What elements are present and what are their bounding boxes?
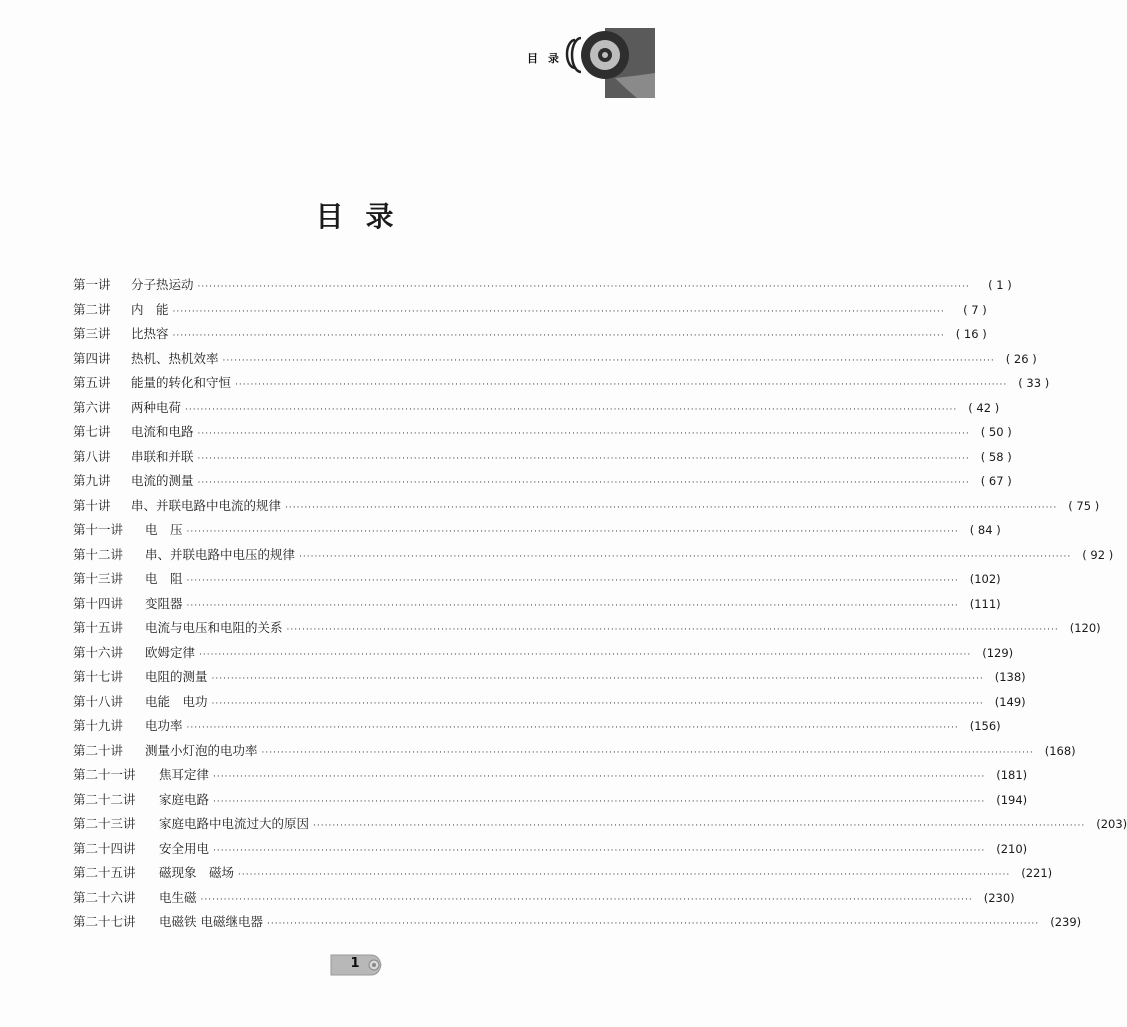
toc-leader-dots: ········································································································································································································: [213, 772, 986, 782]
toc-lecture-number: 第十二讲: [73, 546, 124, 562]
toc-page-number: (194): [996, 792, 1028, 807]
toc-leader-dots: ········································································································································································································: [235, 380, 1008, 390]
toc-page-number: ( 26 ): [1005, 351, 1037, 366]
toc-row: [73, 641, 1014, 666]
toc-leader-dots: ········································································································································································································: [199, 649, 972, 660]
toc-title: 电流的测量: [131, 473, 194, 488]
toc-page-number: ( 84 ): [969, 523, 1001, 537]
toc-page-number: ( 75 ): [1068, 498, 1100, 513]
toc-page-number: (210): [996, 841, 1028, 856]
toc-title: 比热容: [131, 326, 169, 341]
toc-title: 串联和并联: [131, 448, 194, 464]
toc-page-number: (181): [996, 768, 1028, 782]
toc-lecture-number: 第十七讲: [73, 669, 124, 684]
toc-leader-dots: ········································································································································································································: [286, 625, 1059, 635]
toc-leader-dots: ········································································································································································································: [261, 747, 1034, 758]
toc-row: [73, 812, 1127, 837]
toc-leader-dots: ········································································································································································································: [186, 723, 959, 733]
toc-leader-dots: ········································································································································································································: [197, 282, 970, 292]
toc-title: 电 压: [145, 522, 183, 537]
toc-title: 家庭电路: [159, 791, 210, 807]
toc-lecture-number: 第二讲: [73, 301, 111, 317]
toc-leader-dots: ········································································································································································································: [222, 355, 995, 366]
toc-page-number: (149): [994, 694, 1026, 709]
toc-row: [73, 518, 1001, 543]
toc-lecture-number: 第十一讲: [73, 522, 124, 537]
toc-lecture-number: 第二十六讲: [73, 889, 136, 905]
toc-leader-dots: ········································································································································································································: [197, 453, 970, 464]
toc-title: 电 阻: [145, 571, 183, 586]
toc-row: [73, 347, 1037, 372]
toc-title: 热机、热机效率: [131, 350, 219, 366]
toc-row: [73, 592, 1001, 617]
toc-title: 电功率: [145, 718, 183, 733]
toc-page-number: (120): [1069, 621, 1101, 635]
toc-row: [73, 445, 1012, 470]
toc-leader-dots: ········································································································································································································: [213, 796, 986, 807]
toc-lecture-number: 第二十四讲: [73, 840, 136, 856]
toc-row: [73, 469, 1012, 494]
toc-title: 串、并联电路中电流的规律: [131, 497, 282, 513]
toc-lecture-number: 第六讲: [73, 399, 111, 415]
toc-row: [73, 837, 1028, 862]
toc-lecture-number: 第一讲: [73, 277, 111, 292]
table-of-contents: [73, 273, 1127, 935]
toc-title: 磁现象 磁场: [159, 865, 235, 880]
toc-title: 欧姆定律: [145, 644, 196, 660]
toc-lecture-number: 第八讲: [73, 448, 111, 464]
toc-page-number: ( 1 ): [988, 278, 1012, 292]
toc-page-number: ( 58 ): [980, 449, 1012, 464]
toc-page-number: ( 16 ): [955, 327, 987, 341]
toc-page-number: (129): [982, 645, 1014, 660]
toc-title: 电阻的测量: [145, 669, 208, 684]
toc-leader-dots: ········································································································································································································: [172, 306, 945, 317]
toc-leader-dots: ········································································································································································································: [172, 331, 945, 341]
toc-leader-dots: ········································································································································································································: [266, 919, 1040, 929]
toc-row: [73, 739, 1076, 764]
toc-title: 电流与电压和电阻的关系: [145, 620, 283, 635]
toc-title: 分子热运动: [131, 277, 194, 292]
toc-page-number: ( 92 ): [1082, 547, 1114, 562]
toc-page-number: ( 50 ): [980, 425, 1012, 439]
toc-page-number: ( 7 ): [963, 302, 987, 317]
toc-lecture-number: 第十五讲: [73, 620, 124, 635]
toc-title: 电生磁: [159, 889, 197, 905]
toc-leader-dots: ········································································································································································································: [313, 821, 1086, 831]
toc-row: [73, 616, 1101, 641]
toc-leader-dots: ········································································································································································································: [299, 551, 1072, 562]
toc-lecture-number: 第十九讲: [73, 718, 124, 733]
toc-leader-dots: ········································································································································································································: [238, 870, 1011, 880]
toc-leader-dots: ········································································································································································································: [197, 429, 970, 439]
toc-page-number: ( 42 ): [968, 400, 1000, 415]
toc-row: [73, 763, 1028, 788]
toc-page-number: (156): [969, 719, 1001, 733]
toc-lecture-number: 第二十讲: [73, 742, 124, 758]
toc-lecture-number: 第二十五讲: [73, 865, 136, 880]
toc-leader-dots: ········································································································································································································: [185, 404, 958, 415]
header-label: 目录: [527, 52, 569, 65]
toc-leader-dots: ········································································································································································································: [186, 527, 959, 537]
toc-leader-dots: ········································································································································································································: [285, 502, 1058, 513]
toc-title: 电磁铁 电磁继电器: [159, 914, 263, 929]
page-number: 1: [350, 956, 360, 971]
toc-row: [73, 371, 1050, 396]
toc-title: 测量小灯泡的电功率: [145, 742, 258, 758]
toc-lecture-number: 第九讲: [73, 473, 111, 488]
toc-title: 电能 电功: [145, 693, 208, 709]
toc-title: 能量的转化和守恒: [131, 375, 232, 390]
toc-title: 安全用电: [159, 840, 210, 856]
header-badge-icon: [565, 28, 655, 98]
toc-row: [73, 494, 1100, 519]
toc-title: 焦耳定律: [159, 767, 210, 782]
toc-row: [73, 690, 1026, 715]
toc-row: [73, 396, 1000, 421]
toc-row: [73, 910, 1082, 935]
toc-page-number: (230): [983, 890, 1015, 905]
toc-row: [73, 665, 1026, 690]
toc-lecture-number: 第二十二讲: [73, 791, 136, 807]
toc-row: [73, 543, 1114, 568]
toc-row: [73, 567, 1001, 592]
toc-page-number: ( 67 ): [980, 474, 1012, 488]
toc-row: [73, 420, 1012, 445]
toc-lecture-number: 第十讲: [73, 497, 111, 513]
toc-lecture-number: 第二十一讲: [73, 767, 136, 782]
toc-leader-dots: ········································································································································································································: [197, 478, 970, 488]
toc-title: 家庭电路中电流过大的原因: [159, 816, 310, 831]
toc-title: 内 能: [131, 301, 169, 317]
toc-leader-dots: ········································································································································································································: [211, 698, 984, 709]
toc-title: 两种电荷: [131, 399, 182, 415]
page-title: 目录: [315, 199, 416, 233]
toc-lecture-number: 第二十三讲: [73, 816, 136, 831]
toc-lecture-number: 第十四讲: [73, 595, 124, 611]
toc-row: [73, 273, 1012, 298]
toc-leader-dots: ········································································································································································································: [186, 576, 959, 586]
toc-page-number: ( 33 ): [1018, 376, 1050, 390]
toc-row: [73, 322, 987, 347]
toc-leader-dots: ········································································································································································································: [213, 845, 986, 856]
toc-leader-dots: ········································································································································································································: [186, 600, 959, 611]
toc-lecture-number: 第十八讲: [73, 693, 124, 709]
toc-row: [73, 861, 1053, 886]
toc-lecture-number: 第十三讲: [73, 571, 124, 586]
toc-row: [73, 298, 987, 323]
toc-page-number: (111): [969, 596, 1001, 611]
toc-lecture-number: 第五讲: [73, 375, 111, 390]
toc-page-number: (168): [1044, 743, 1076, 758]
toc-title: 变阻器: [145, 595, 183, 611]
toc-page-number: (102): [969, 572, 1001, 586]
toc-row: [73, 714, 1001, 739]
toc-leader-dots: ········································································································································································································: [211, 674, 984, 684]
toc-lecture-number: 第四讲: [73, 350, 111, 366]
toc-lecture-number: 第十六讲: [73, 644, 124, 660]
toc-row: [73, 886, 1015, 911]
toc-lecture-number: 第七讲: [73, 424, 111, 439]
toc-title: 串、并联电路中电压的规律: [145, 546, 296, 562]
toc-leader-dots: ········································································································································································································: [200, 894, 973, 905]
toc-lecture-number: 第三讲: [73, 326, 111, 341]
toc-lecture-number: 第二十七讲: [73, 914, 136, 929]
toc-page-number: (138): [994, 670, 1026, 684]
toc-title: 电流和电路: [131, 424, 194, 439]
toc-page-number: (221): [1021, 866, 1053, 880]
toc-page-number: (239): [1050, 915, 1082, 929]
toc-page-number: (203): [1096, 817, 1127, 831]
toc-row: [73, 788, 1028, 813]
